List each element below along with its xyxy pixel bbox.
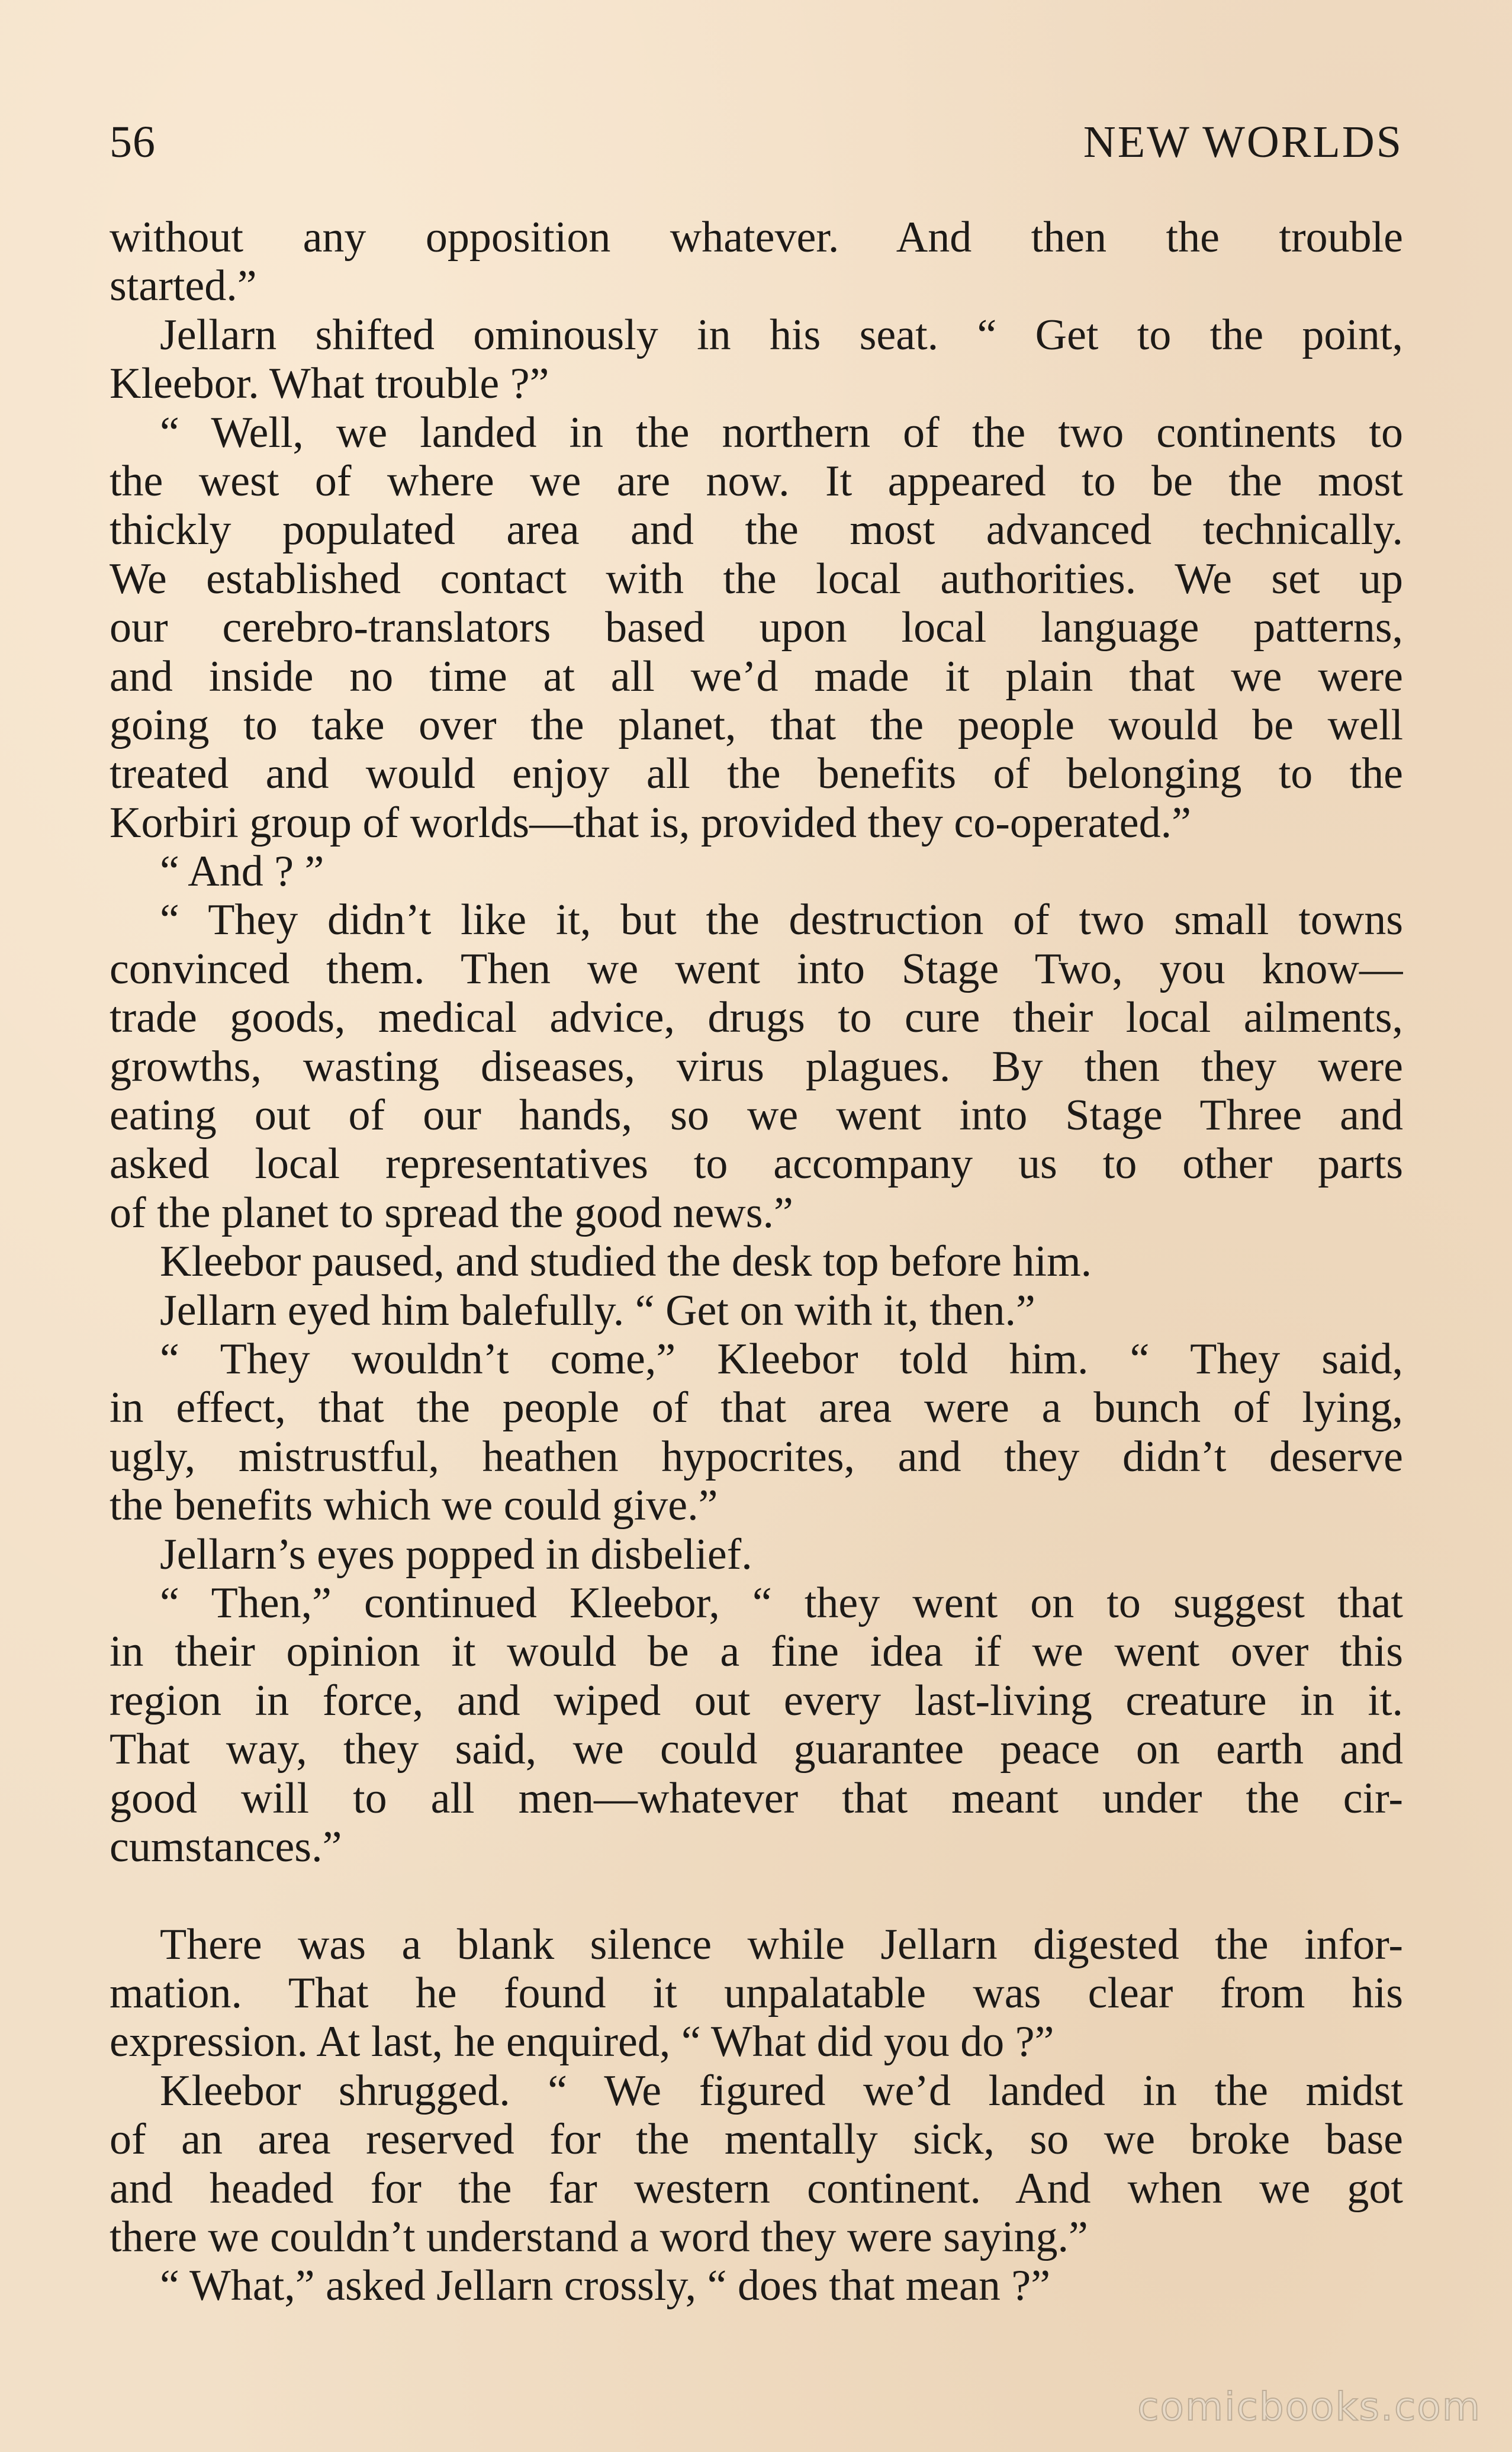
text-line: “ They wouldn’t come,” Kleebor told him. “ They said, [160,1334,1403,1383]
text-line: That way, they said, we could guarantee peace on earth and [110,1725,1403,1774]
section-break [110,1871,1403,1920]
text-line: in their opinion it would be a fine idea if we went over this [110,1627,1403,1677]
text-line: trade goods, medical advice, drugs to cure their local ailments, [110,993,1403,1042]
text-line: Jellarn eyed him balefully. “ Get on with it, then.” [160,1286,1035,1335]
text-line: Korbiri group of worlds—that is, provided they co-operated.” [110,798,1191,847]
text-line: “ What,” asked Jellarn crossly, “ does that mean ?” [160,2261,1051,2311]
text-line: going to take over the planet, that the people would be well [110,700,1403,749]
story-text [110,213,1403,2311]
text-line: the benefits which we could give.” [110,1481,718,1530]
text-line: Kleebor paused, and studied the desk top before him. [160,1237,1092,1286]
text-line: asked local representatives to accompany us to other parts [110,1140,1403,1189]
text-line: started.” [110,262,257,311]
text-line: treated and would enjoy all the benefits of belonging to the [110,749,1403,799]
journal-title: NEW WORLDS [1083,117,1403,167]
text-line: We established contact with the local authorities. We set up [110,554,1403,603]
page-number: 56 [110,117,156,167]
text-line: expression. At last, he enquired, “ What did you do ?” [110,2017,1054,2067]
text-line: growths, wasting diseases, virus plagues. By then they were [110,1042,1403,1091]
text-line: there we couldn’t understand a word they were saying.” [110,2213,1088,2262]
text-line: and headed for the far western continent. And when we got [110,2164,1403,2213]
text-line: “ Then,” continued Kleebor, “ they went on to suggest that [160,1578,1403,1627]
text-line: “ Well, we landed in the northern of the two continents to [160,408,1403,457]
watermark-logo: comicbooks.com [1137,2384,1481,2430]
text-line: There was a blank silence while Jellarn digested the infor- [160,1920,1403,1969]
text-line: Jellarn shifted ominously in his seat. “ Get to the point, [160,310,1403,359]
text-line: the west of where we are now. It appeared to be the most [110,456,1403,506]
text-line: mation. That he found it unpalatable was clear from his [110,1969,1403,2018]
text-line: good will to all men—whatever that meant under the cir- [110,1774,1403,1823]
text-line: convinced them. Then we went into Stage Two, you know— [110,944,1403,993]
text-line: Jellarn’s eyes popped in disbelief. [160,1530,752,1579]
text-line: thickly populated area and the most advanced technically. [110,506,1403,555]
text-line: “ And ? ” [160,847,324,896]
text-line: region in force, and wiped out every last-living creature in it. [110,1676,1403,1725]
text-line: and inside no time at all we’d made it plain that we were [110,652,1403,701]
text-line: cumstances.” [110,1822,342,1871]
text-line: eating out of our hands, so we went into Stage Three and [110,1091,1403,1140]
text-line: our cerebro-translators based upon local language patterns, [110,603,1403,652]
text-line: in effect, that the people of that area were a bunch of lying, [110,1383,1403,1433]
text-line: of the planet to spread the good news.” [110,1188,793,1237]
text-line: Kleebor shrugged. “ We figured we’d landed in the midst [160,2066,1403,2115]
text-line: ugly, mistrustful, heathen hypocrites, and they didn’t deserve [110,1432,1403,1481]
text-line: without any opposition whatever. And then the trouble [110,213,1403,262]
running-head [110,112,1403,172]
text-line: of an area reserved for the mentally sick, so we broke base [110,2115,1403,2164]
text-line: Kleebor. What trouble ?” [110,359,549,408]
text-line: “ They didn’t like it, but the destruction of two small towns [160,896,1403,945]
